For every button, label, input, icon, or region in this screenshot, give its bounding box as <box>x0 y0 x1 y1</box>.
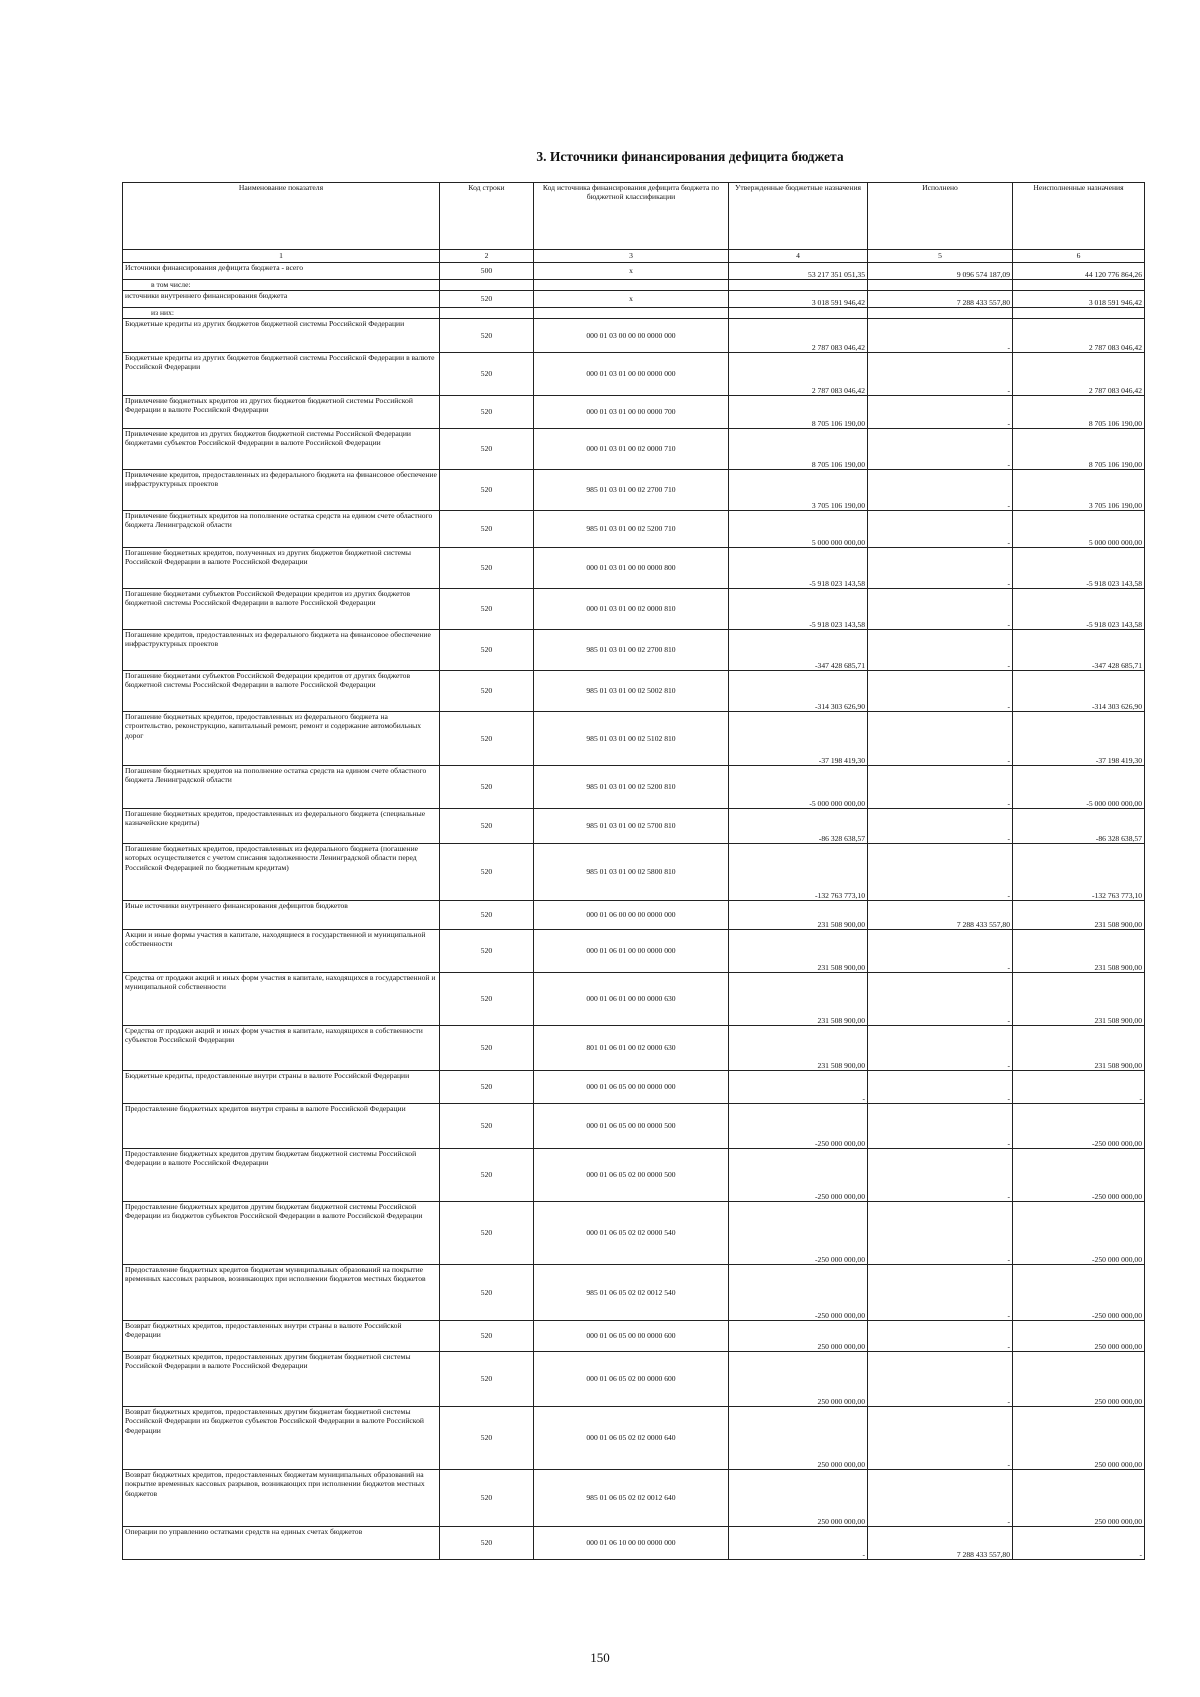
table-row <box>123 263 1145 280</box>
table-row <box>123 429 1145 470</box>
indicator-name: Погашение бюджетных кредитов, предоставленных из федерального бюджета на строительство, реконструкцию, капитальный ремонт, ремонт и содержание автомобильных дорог <box>123 712 440 766</box>
line-code: 520 <box>440 712 534 766</box>
column-number: 5 <box>868 250 1013 263</box>
source-code: 000 01 06 05 02 00 0000 600 <box>534 1352 729 1407</box>
table-row <box>123 671 1145 712</box>
source-code: 000 01 03 00 00 00 0000 000 <box>534 319 729 353</box>
executed-amount: - <box>868 1026 1013 1071</box>
table-body <box>123 263 1145 1560</box>
unexecuted-amount: -86 328 638,57 <box>1013 809 1145 844</box>
source-code: х <box>534 263 729 280</box>
indicator-name: Погашение бюджетных кредитов, предоставленных из федерального бюджета (погашение которых осуществляется с учетом списания задолженности Ленинградской области перед Российской Федерацией по бюджетным кредитам) <box>123 844 440 901</box>
unexecuted-amount <box>1013 280 1145 291</box>
unexecuted-amount: 250 000 000,00 <box>1013 1470 1145 1527</box>
indicator-name: Средства от продажи акций и иных форм участия в капитале, находящихся в государственной и муниципальной собственности <box>123 973 440 1026</box>
line-code: 520 <box>440 319 534 353</box>
table-row <box>123 901 1145 930</box>
approved-amount: 231 508 900,00 <box>729 973 868 1026</box>
approved-amount: 250 000 000,00 <box>729 1407 868 1470</box>
table-row <box>123 280 1145 291</box>
indicator-name: Погашение бюджетами субъектов Российской Федерации кредитов из других бюджетов бюджетной системы Российской Федерации в валюте Российской Федерации <box>123 589 440 630</box>
approved-amount: -250 000 000,00 <box>729 1265 868 1321</box>
line-code: 520 <box>440 1071 534 1104</box>
unexecuted-amount: - <box>1013 1071 1145 1104</box>
indicator-name: Возврат бюджетных кредитов, предоставленных внутри страны в валюте Российской Федерации <box>123 1321 440 1352</box>
source-code: 000 01 03 01 00 00 0000 800 <box>534 548 729 589</box>
executed-amount: - <box>868 1265 1013 1321</box>
approved-amount: - <box>729 1527 868 1560</box>
unexecuted-amount: -347 428 685,71 <box>1013 630 1145 671</box>
executed-amount: - <box>868 1407 1013 1470</box>
line-code: 520 <box>440 844 534 901</box>
indicator-name: Предоставление бюджетных кредитов внутри страны в валюте Российской Федерации <box>123 1104 440 1149</box>
unexecuted-amount: 250 000 000,00 <box>1013 1321 1145 1352</box>
approved-amount: 250 000 000,00 <box>729 1352 868 1407</box>
indicator-name: источники внутреннего финансирования бюджета <box>123 291 440 308</box>
table-row <box>123 630 1145 671</box>
approved-amount: - <box>729 1071 868 1104</box>
approved-amount: 231 508 900,00 <box>729 1026 868 1071</box>
line-code: 500 <box>440 263 534 280</box>
indicator-name: Погашение бюджетных кредитов, предоставленных из федерального бюджета (специальные казначейские кредиты) <box>123 809 440 844</box>
table-row <box>123 353 1145 396</box>
column-number: 4 <box>729 250 868 263</box>
indicator-name: Погашение кредитов, предоставленных из федерального бюджета на финансовое обеспечение инфраструктурных проектов <box>123 630 440 671</box>
page-number: 150 <box>590 1650 610 1665</box>
source-code: 985 01 03 01 00 02 5200 710 <box>534 511 729 548</box>
source-code: 801 01 06 01 00 02 0000 630 <box>534 1026 729 1071</box>
table-row <box>123 396 1145 429</box>
indicator-name: в том числе: <box>123 280 440 291</box>
unexecuted-amount: -250 000 000,00 <box>1013 1202 1145 1265</box>
unexecuted-amount: 2 787 083 046,42 <box>1013 353 1145 396</box>
table-header-row <box>123 183 1145 250</box>
executed-amount <box>868 280 1013 291</box>
source-code: 000 01 03 01 00 00 0000 700 <box>534 396 729 429</box>
table-row <box>123 291 1145 308</box>
source-code: 985 01 03 01 00 02 5102 810 <box>534 712 729 766</box>
approved-amount: -250 000 000,00 <box>729 1149 868 1202</box>
executed-amount: 7 288 433 557,80 <box>868 901 1013 930</box>
source-code: 985 01 03 01 00 02 5700 810 <box>534 809 729 844</box>
approved-amount: 250 000 000,00 <box>729 1321 868 1352</box>
source-code: 985 01 06 05 02 02 0012 640 <box>534 1470 729 1527</box>
indicator-name: Операции по управлению остатками средств на единых счетах бюджетов <box>123 1527 440 1560</box>
source-code: 000 01 03 01 00 00 0000 000 <box>534 353 729 396</box>
executed-amount: - <box>868 630 1013 671</box>
indicator-name: Привлечение кредитов, предоставленных из федерального бюджета на финансовое обеспечение инфраструктурных проектов <box>123 470 440 511</box>
page-title: 3. Источники финансирования дефицита бюджета <box>536 149 844 164</box>
table-row <box>123 809 1145 844</box>
indicator-name: Предоставление бюджетных кредитов другим бюджетам бюджетной системы Российской Федерации в валюте Российской Федерации <box>123 1149 440 1202</box>
source-code: 000 01 03 01 00 02 0000 710 <box>534 429 729 470</box>
executed-amount: - <box>868 766 1013 809</box>
unexecuted-amount: -5 918 023 143,58 <box>1013 589 1145 630</box>
source-code: 000 01 06 05 02 02 0000 640 <box>534 1407 729 1470</box>
table-row <box>123 1321 1145 1352</box>
table-row <box>123 548 1145 589</box>
approved-amount: -86 328 638,57 <box>729 809 868 844</box>
unexecuted-amount: 250 000 000,00 <box>1013 1407 1145 1470</box>
table-row <box>123 712 1145 766</box>
indicator-name: Иные источники внутреннего финансирования дефицитов бюджетов <box>123 901 440 930</box>
unexecuted-amount: 3 705 106 190,00 <box>1013 470 1145 511</box>
column-number: 6 <box>1013 250 1145 263</box>
approved-amount: -5 918 023 143,58 <box>729 589 868 630</box>
line-code: 520 <box>440 671 534 712</box>
unexecuted-amount: -250 000 000,00 <box>1013 1104 1145 1149</box>
unexecuted-amount: 231 508 900,00 <box>1013 930 1145 973</box>
table-row <box>123 1026 1145 1071</box>
line-code: 520 <box>440 548 534 589</box>
indicator-name: Погашение бюджетных кредитов, полученных из других бюджетов бюджетной системы Российской Федерации в валюте Российской Федерации <box>123 548 440 589</box>
approved-amount: 2 787 083 046,42 <box>729 353 868 396</box>
line-code: 520 <box>440 901 534 930</box>
table-row <box>123 589 1145 630</box>
source-code: х <box>534 291 729 308</box>
unexecuted-amount: 231 508 900,00 <box>1013 973 1145 1026</box>
approved-amount: 231 508 900,00 <box>729 930 868 973</box>
header-unexecuted: Неисполненные назначения <box>1013 183 1145 250</box>
executed-amount: - <box>868 1202 1013 1265</box>
executed-amount: 7 288 433 557,80 <box>868 1527 1013 1560</box>
executed-amount: - <box>868 844 1013 901</box>
line-code: 520 <box>440 1352 534 1407</box>
line-code: 520 <box>440 973 534 1026</box>
unexecuted-amount: -5 000 000 000,00 <box>1013 766 1145 809</box>
approved-amount: -5 000 000 000,00 <box>729 766 868 809</box>
line-code: 520 <box>440 1149 534 1202</box>
executed-amount: - <box>868 809 1013 844</box>
table-row <box>123 1352 1145 1407</box>
executed-amount: - <box>868 1104 1013 1149</box>
indicator-name: Предоставление бюджетных кредитов другим бюджетам бюджетной системы Российской Федерации из бюджетов субъектов Российской Федерации в валюте Российской Федерации <box>123 1202 440 1265</box>
line-code: 520 <box>440 1265 534 1321</box>
executed-amount: - <box>868 1470 1013 1527</box>
table-row <box>123 973 1145 1026</box>
line-code: 520 <box>440 291 534 308</box>
unexecuted-amount: -250 000 000,00 <box>1013 1149 1145 1202</box>
table-row <box>123 1202 1145 1265</box>
approved-amount <box>729 308 868 319</box>
unexecuted-amount: -314 303 626,90 <box>1013 671 1145 712</box>
column-number-row <box>123 250 1145 263</box>
table-row <box>123 1407 1145 1470</box>
executed-amount: - <box>868 396 1013 429</box>
unexecuted-amount: 231 508 900,00 <box>1013 1026 1145 1071</box>
executed-amount: - <box>868 671 1013 712</box>
indicator-name: Источники финансирования дефицита бюджета - всего <box>123 263 440 280</box>
line-code: 520 <box>440 1470 534 1527</box>
line-code: 520 <box>440 766 534 809</box>
indicator-name: Возврат бюджетных кредитов, предоставленных другим бюджетам бюджетной системы Российской Федерации из бюджетов субъектов Российской Федерации в валюте Российской Федерации <box>123 1407 440 1470</box>
unexecuted-amount <box>1013 308 1145 319</box>
executed-amount: - <box>868 511 1013 548</box>
indicator-name: Бюджетные кредиты из других бюджетов бюджетной системы Российской Федерации в валюте Российской Федерации <box>123 353 440 396</box>
line-code: 520 <box>440 1202 534 1265</box>
approved-amount: 3 018 591 946,42 <box>729 291 868 308</box>
table-row <box>123 1071 1145 1104</box>
table-row <box>123 1149 1145 1202</box>
source-code: 000 01 06 05 00 00 0000 600 <box>534 1321 729 1352</box>
unexecuted-amount: 8 705 106 190,00 <box>1013 429 1145 470</box>
executed-amount: - <box>868 1321 1013 1352</box>
source-code <box>534 308 729 319</box>
executed-amount: - <box>868 353 1013 396</box>
line-code: 520 <box>440 589 534 630</box>
unexecuted-amount: 2 787 083 046,42 <box>1013 319 1145 353</box>
line-code: 520 <box>440 1407 534 1470</box>
table-row <box>123 308 1145 319</box>
header-approved: Утвержденные бюджетные назначения <box>729 183 868 250</box>
source-code: 000 01 06 01 00 00 0000 630 <box>534 973 729 1026</box>
line-code: 520 <box>440 809 534 844</box>
table-row <box>123 1527 1145 1560</box>
header-source-code: Код источника финансирования дефицита бюджета по бюджетной классификации <box>534 183 729 250</box>
approved-amount: 8 705 106 190,00 <box>729 396 868 429</box>
executed-amount: - <box>868 1071 1013 1104</box>
header-line-code: Код строки <box>440 183 534 250</box>
indicator-name: Возврат бюджетных кредитов, предоставленных бюджетам муниципальных образований на покрытие временных кассовых разрывов, возникающих при исполнении бюджетов местных бюджетов <box>123 1470 440 1527</box>
table-row <box>123 470 1145 511</box>
line-code: 520 <box>440 470 534 511</box>
approved-amount: -37 198 419,30 <box>729 712 868 766</box>
source-code: 985 01 03 01 00 02 5200 810 <box>534 766 729 809</box>
indicator-name: Предоставление бюджетных кредитов бюджетам муниципальных образований на покрытие временных кассовых разрывов, возникающих при исполнении бюджетов местных бюджетов <box>123 1265 440 1321</box>
executed-amount <box>868 308 1013 319</box>
indicator-name: Возврат бюджетных кредитов, предоставленных другим бюджетам бюджетной системы Российской Федерации в валюте Российской Федерации <box>123 1352 440 1407</box>
unexecuted-amount: -5 918 023 143,58 <box>1013 548 1145 589</box>
source-code: 000 01 06 05 00 00 0000 500 <box>534 1104 729 1149</box>
approved-amount: 3 705 106 190,00 <box>729 470 868 511</box>
line-code <box>440 308 534 319</box>
source-code <box>534 280 729 291</box>
line-code: 520 <box>440 1026 534 1071</box>
table-row <box>123 1470 1145 1527</box>
unexecuted-amount: 231 508 900,00 <box>1013 901 1145 930</box>
line-code <box>440 280 534 291</box>
approved-amount: 5 000 000 000,00 <box>729 511 868 548</box>
table-row <box>123 766 1145 809</box>
line-code: 520 <box>440 429 534 470</box>
unexecuted-amount: 8 705 106 190,00 <box>1013 396 1145 429</box>
source-code: 000 01 06 00 00 00 0000 000 <box>534 901 729 930</box>
approved-amount: 231 508 900,00 <box>729 901 868 930</box>
table-row <box>123 319 1145 353</box>
source-code: 000 01 06 01 00 00 0000 000 <box>534 930 729 973</box>
line-code: 520 <box>440 1527 534 1560</box>
line-code: 520 <box>440 353 534 396</box>
line-code: 520 <box>440 396 534 429</box>
unexecuted-amount: 3 018 591 946,42 <box>1013 291 1145 308</box>
approved-amount: -347 428 685,71 <box>729 630 868 671</box>
line-code: 520 <box>440 1104 534 1149</box>
approved-amount: 2 787 083 046,42 <box>729 319 868 353</box>
line-code: 520 <box>440 511 534 548</box>
executed-amount: - <box>868 1352 1013 1407</box>
executed-amount: 7 288 433 557,80 <box>868 291 1013 308</box>
indicator-name: Бюджетные кредиты из других бюджетов бюджетной системы Российской Федерации <box>123 319 440 353</box>
approved-amount: -250 000 000,00 <box>729 1202 868 1265</box>
executed-amount: - <box>868 712 1013 766</box>
source-code: 000 01 06 05 02 00 0000 500 <box>534 1149 729 1202</box>
unexecuted-amount: 5 000 000 000,00 <box>1013 511 1145 548</box>
table-row <box>123 930 1145 973</box>
unexecuted-amount: 250 000 000,00 <box>1013 1352 1145 1407</box>
indicator-name: Средства от продажи акций и иных форм участия в капитале, находящихся в собственности субъектов Российской Федерации <box>123 1026 440 1071</box>
line-code: 520 <box>440 930 534 973</box>
table-row <box>123 511 1145 548</box>
unexecuted-amount: 44 120 776 864,26 <box>1013 263 1145 280</box>
approved-amount: 250 000 000,00 <box>729 1470 868 1527</box>
unexecuted-amount: -37 198 419,30 <box>1013 712 1145 766</box>
header-name: Наименование показателя <box>123 183 440 250</box>
line-code: 520 <box>440 1321 534 1352</box>
executed-amount: - <box>868 589 1013 630</box>
indicator-name: Погашение бюджетами субъектов Российской Федерации кредитов от других бюджетов бюджетной системы Российской Федерации в валюте Российской Федерации <box>123 671 440 712</box>
executed-amount: - <box>868 1149 1013 1202</box>
indicator-name: Погашение бюджетных кредитов на пополнение остатка средств на едином счете областного бюджета Ленинградской области <box>123 766 440 809</box>
header-executed: Исполнено <box>868 183 1013 250</box>
column-number: 1 <box>123 250 440 263</box>
indicator-name: Бюджетные кредиты, предоставленные внутри страны в валюте Российской Федерации <box>123 1071 440 1104</box>
source-code: 000 01 03 01 00 02 0000 810 <box>534 589 729 630</box>
source-code: 985 01 06 05 02 02 0012 540 <box>534 1265 729 1321</box>
column-number: 2 <box>440 250 534 263</box>
executed-amount: - <box>868 548 1013 589</box>
table-row <box>123 844 1145 901</box>
indicator-name: из них: <box>123 308 440 319</box>
indicator-name: Привлечение кредитов из других бюджетов бюджетной системы Российской Федерации бюджетами субъектов Российской Федерации в валюте Российской Федерации <box>123 429 440 470</box>
executed-amount: - <box>868 973 1013 1026</box>
source-code: 000 01 06 05 00 00 0000 000 <box>534 1071 729 1104</box>
source-code: 985 01 03 01 00 02 2700 810 <box>534 630 729 671</box>
column-number: 3 <box>534 250 729 263</box>
indicator-name: Акции и иные формы участия в капитале, находящиеся в государственной и муниципальной собственности <box>123 930 440 973</box>
approved-amount: -5 918 023 143,58 <box>729 548 868 589</box>
approved-amount: 53 217 351 051,35 <box>729 263 868 280</box>
financing-sources-table <box>122 182 1145 1560</box>
source-code: 985 01 03 01 00 02 5002 810 <box>534 671 729 712</box>
source-code: 000 01 06 05 02 02 0000 540 <box>534 1202 729 1265</box>
executed-amount: - <box>868 470 1013 511</box>
unexecuted-amount: -132 763 773,10 <box>1013 844 1145 901</box>
executed-amount: - <box>868 429 1013 470</box>
table-row <box>123 1265 1145 1321</box>
executed-amount: - <box>868 930 1013 973</box>
source-code: 985 01 03 01 00 02 2700 710 <box>534 470 729 511</box>
indicator-name: Привлечение бюджетных кредитов на пополнение остатка средств на едином счете областного бюджета Ленинградской области <box>123 511 440 548</box>
approved-amount: 8 705 106 190,00 <box>729 429 868 470</box>
table-row <box>123 1104 1145 1149</box>
approved-amount: -314 303 626,90 <box>729 671 868 712</box>
approved-amount: -132 763 773,10 <box>729 844 868 901</box>
indicator-name: Привлечение бюджетных кредитов из других бюджетов бюджетной системы Российской Федерации в валюте Российской Федерации <box>123 396 440 429</box>
approved-amount <box>729 280 868 291</box>
source-code: 000 01 06 10 00 00 0000 000 <box>534 1527 729 1560</box>
approved-amount: -250 000 000,00 <box>729 1104 868 1149</box>
executed-amount: 9 096 574 187,09 <box>868 263 1013 280</box>
line-code: 520 <box>440 630 534 671</box>
executed-amount: - <box>868 319 1013 353</box>
unexecuted-amount: - <box>1013 1527 1145 1560</box>
source-code: 985 01 03 01 00 02 5800 810 <box>534 844 729 901</box>
unexecuted-amount: -250 000 000,00 <box>1013 1265 1145 1321</box>
